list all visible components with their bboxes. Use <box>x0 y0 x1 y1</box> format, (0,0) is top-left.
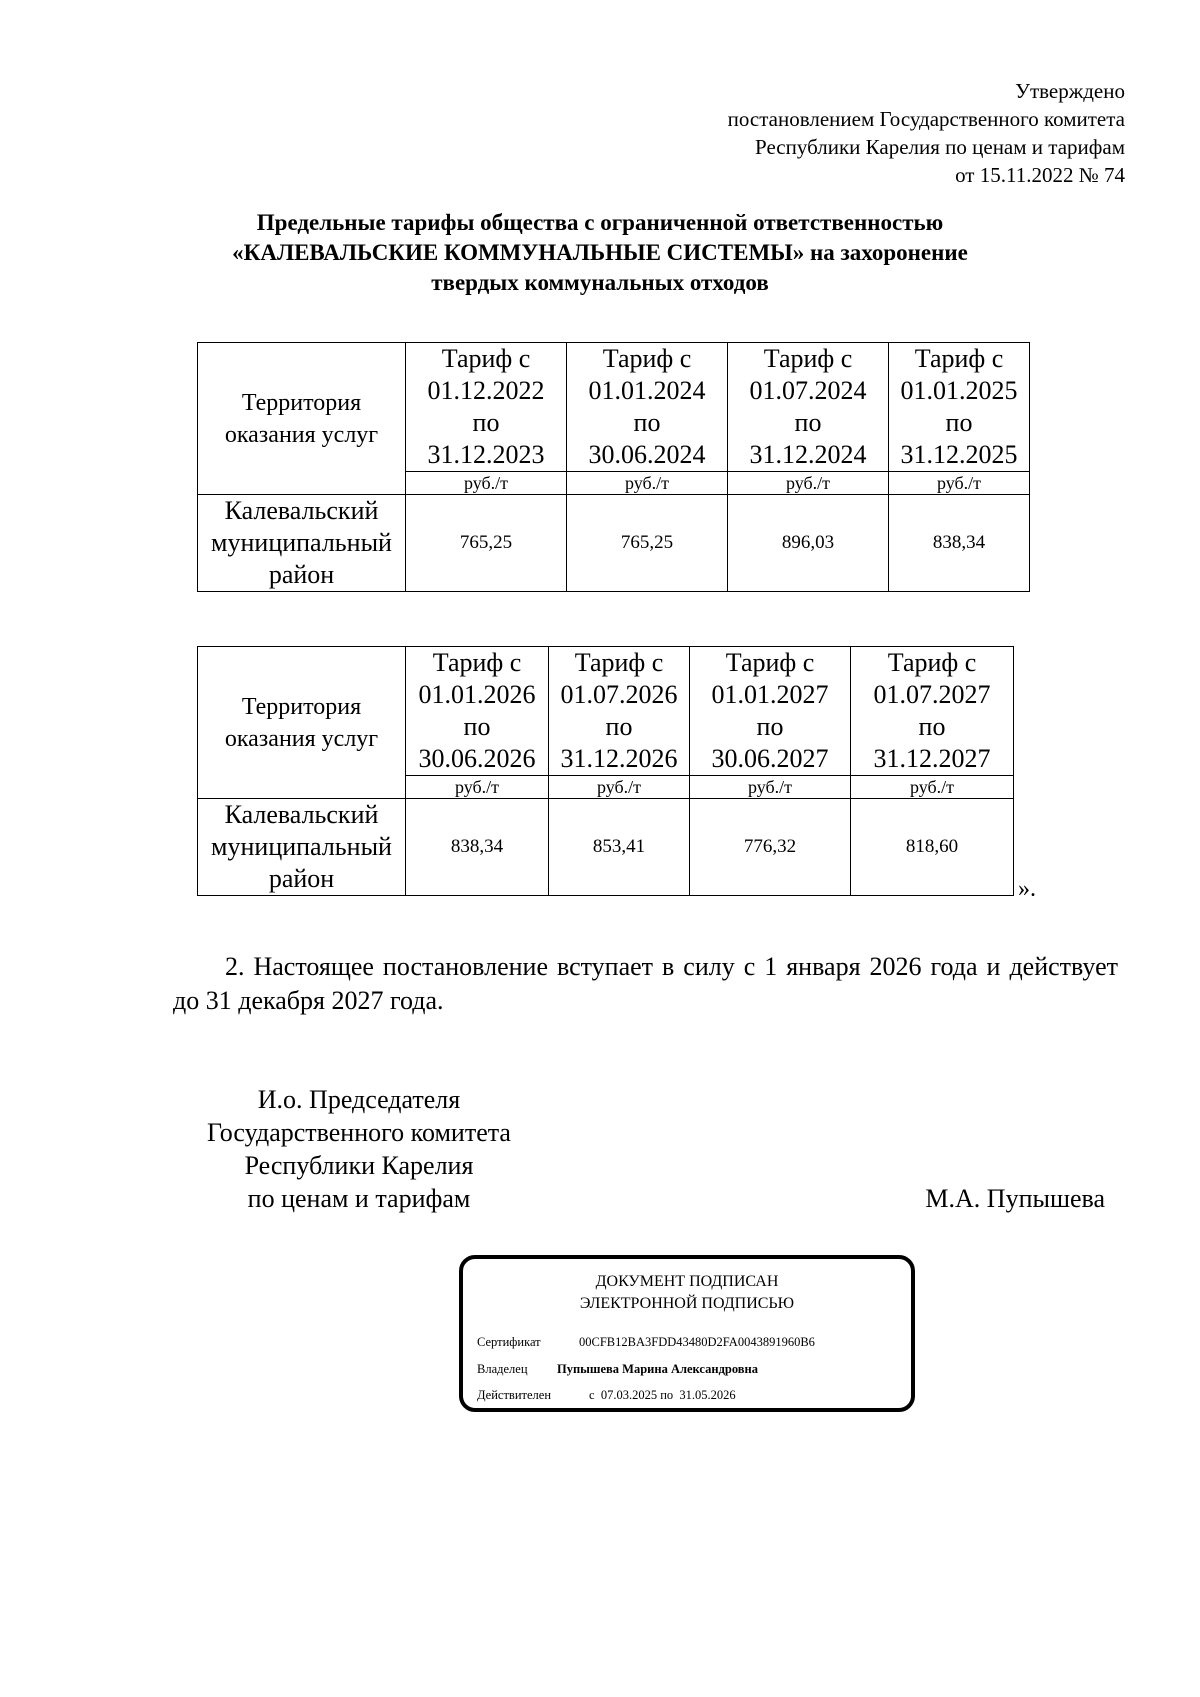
tariff-value: 838,34 <box>889 495 1030 592</box>
region-cell: Калевальский муниципальный район <box>198 799 406 896</box>
position-line: Республики Карелия <box>244 1151 474 1180</box>
period-header: Тариф с 01.01.2026 по 30.06.2026 <box>406 647 549 776</box>
unit-cell: руб./т <box>851 776 1014 799</box>
signatory-name: М.А. Пупышева <box>925 1184 1105 1213</box>
certificate-value: 00CFB12BA3FDD43480D2FA0043891960B6 <box>579 1335 815 1349</box>
stamp-owner-row <box>477 1362 758 1377</box>
tariff-table-1 <box>197 342 1030 592</box>
tariff-value: 818,60 <box>851 799 1014 896</box>
tariff-value: 896,03 <box>728 495 889 592</box>
valid-to: 31.05.2026 <box>679 1388 736 1402</box>
tariff-value: 765,25 <box>406 495 567 592</box>
approval-line: от 15.11.2022 № 74 <box>955 163 1125 187</box>
approval-line: Республики Карелия по ценам и тарифам <box>755 135 1125 159</box>
period-header: Тариф с 01.01.2027 по 30.06.2027 <box>690 647 851 776</box>
closing-quote: ». <box>1018 876 1036 902</box>
approval-block <box>525 77 1125 189</box>
unit-cell: руб./т <box>690 776 851 799</box>
signatory-position <box>184 1083 534 1215</box>
owner-label: Владелец <box>477 1362 528 1376</box>
tariff-value: 838,34 <box>406 799 549 896</box>
title-line: «КАЛЕВАЛЬСКИЕ КОММУНАЛЬНЫЕ СИСТЕМЫ» на захоронение <box>232 240 968 265</box>
unit-cell: руб./т <box>728 472 889 495</box>
position-line: И.о. Председателя <box>257 1085 461 1114</box>
stamp-heading <box>463 1271 911 1315</box>
position-line: по ценам и тарифам <box>247 1184 471 1213</box>
stamp-certificate-row <box>477 1335 815 1350</box>
certificate-label: Сертификат <box>477 1335 541 1349</box>
valid-label: Действителен <box>477 1388 552 1402</box>
tariff-value: 776,32 <box>690 799 851 896</box>
document-title <box>120 208 1080 298</box>
title-line: твердых коммунальных отходов <box>431 270 769 295</box>
valid-from: 07.03.2025 <box>600 1388 658 1402</box>
valid-from-prefix: с <box>589 1388 595 1402</box>
unit-cell: руб./т <box>406 776 549 799</box>
tariff-table-2 <box>197 646 1014 896</box>
period-header: Тариф с 01.07.2024 по 31.12.2024 <box>728 343 889 472</box>
electronic-signature-stamp <box>459 1255 915 1412</box>
effective-date-paragraph: 2. Настоящее постановление вступает в силу с 1 января 2026 года и действует до 31 декабря 2027 года. <box>173 952 1118 1015</box>
stamp-heading-line: ДОКУМЕНТ ПОДПИСАН <box>595 1273 779 1290</box>
stamp-validity-row <box>477 1388 736 1403</box>
valid-to-prefix: по <box>660 1388 674 1402</box>
region-cell: Калевальский муниципальный район <box>198 495 406 592</box>
approval-line: постановлением Государственного комитета <box>727 107 1125 131</box>
period-header: Тариф с 01.07.2027 по 31.12.2027 <box>851 647 1014 776</box>
unit-cell: руб./т <box>889 472 1030 495</box>
unit-cell: руб./т <box>567 472 728 495</box>
approval-line: Утверждено <box>1015 79 1125 103</box>
period-header: Тариф с 01.07.2026 по 31.12.2026 <box>549 647 690 776</box>
territory-header: Территория оказания услуг <box>198 647 406 799</box>
period-header: Тариф с 01.12.2022 по 31.12.2023 <box>406 343 567 472</box>
position-line: Государственного комитета <box>207 1118 511 1147</box>
stamp-heading-line: ЭЛЕКТРОННОЙ ПОДПИСЬЮ <box>579 1295 795 1312</box>
territory-header: Территория оказания услуг <box>198 343 406 495</box>
unit-cell: руб./т <box>406 472 567 495</box>
title-line: Предельные тарифы общества с ограниченной ответственностью <box>256 210 944 235</box>
period-header: Тариф с 01.01.2025 по 31.12.2025 <box>889 343 1030 472</box>
tariff-value: 853,41 <box>549 799 690 896</box>
owner-value: Пупышева Марина Александровна <box>557 1362 758 1376</box>
period-header: Тариф с 01.01.2024 по 30.06.2024 <box>567 343 728 472</box>
tariff-value: 765,25 <box>567 495 728 592</box>
unit-cell: руб./т <box>549 776 690 799</box>
